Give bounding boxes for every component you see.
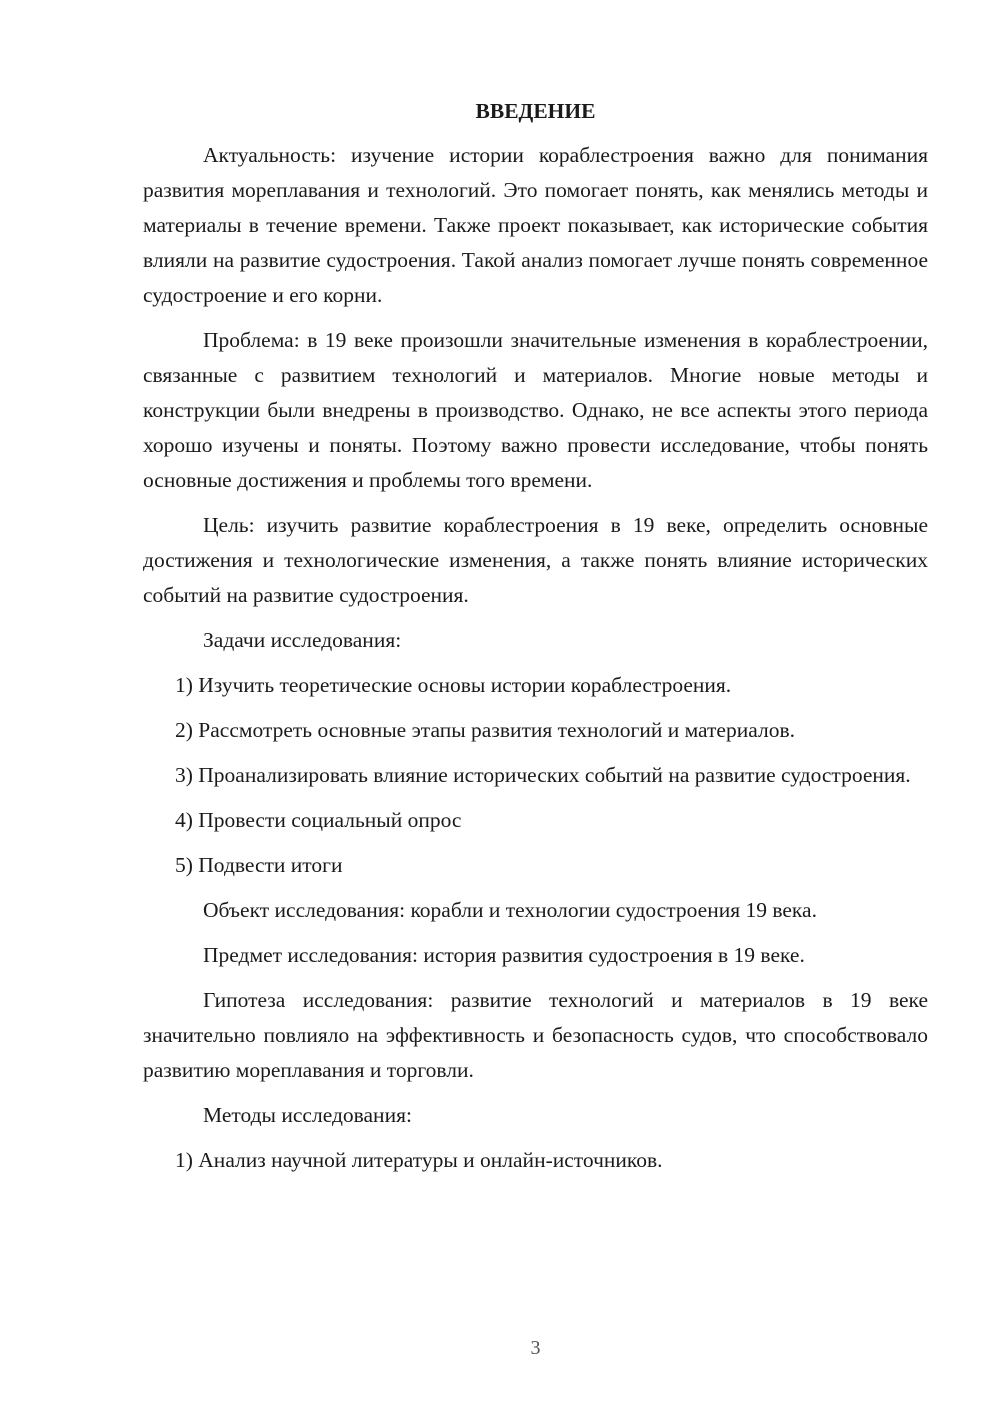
tasks-heading: Задачи исследования: xyxy=(203,628,402,652)
hypothesis-paragraph: Гипотеза исследования: развитие технологий и материалов в 19 веке значительно повлияло на эффективность и безопасность судов, что способствовало развитию мореплавания и торговли. xyxy=(143,988,928,1082)
goal-paragraph: Цель: изучить развитие кораблестроения в 19 веке, определить основные достижения и технологические изменения, а также понять влияние исторических событий на развитие судостроения. xyxy=(143,513,928,607)
document-page xyxy=(143,94,928,1188)
methods-heading: Методы исследования: xyxy=(203,1103,412,1127)
method-item-1: 1) Анализ научной литературы и онлайн-источников. xyxy=(175,1148,663,1172)
task-item-3: 3) Проанализировать влияние исторических событий на развитие судостроения. xyxy=(175,763,911,787)
task-item-2: 2) Рассмотреть основные этапы развития технологий и материалов. xyxy=(175,718,795,742)
page-number: 3 xyxy=(530,1337,541,1359)
task-item-1: 1) Изучить теоретические основы истории кораблестроения. xyxy=(175,673,732,697)
problem-paragraph: Проблема: в 19 веке произошли значительные изменения в кораблестроении, связанные с развитием технологий и материалов. Многие новые методы и конструкции были внедрены в производство. Однако, не все аспекты этого периода хорошо изучены и поняты. Поэтому важно провести исследование, чтобы понять основные достижения и проблемы того времени. xyxy=(143,328,928,492)
object-paragraph: Объект исследования: корабли и технологии судостроения 19 века. xyxy=(203,898,817,922)
task-item-4: 4) Провести социальный опрос xyxy=(175,808,462,832)
task-item-5: 5) Подвести итоги xyxy=(175,853,343,877)
section-title: ВВЕДЕНИЕ xyxy=(475,99,596,123)
relevance-paragraph: Актуальность: изучение истории кораблестроения важно для понимания развития мореплавания и технологий. Это помогает понять, как менялись методы и материалы в течение времени. Также проект показывает, как исторические события влияли на развитие судостроения. Такой анализ помогает лучше понять современное судостроение и его корни. xyxy=(143,143,928,307)
subject-paragraph: Предмет исследования: история развития судостроения в 19 веке. xyxy=(203,943,805,967)
